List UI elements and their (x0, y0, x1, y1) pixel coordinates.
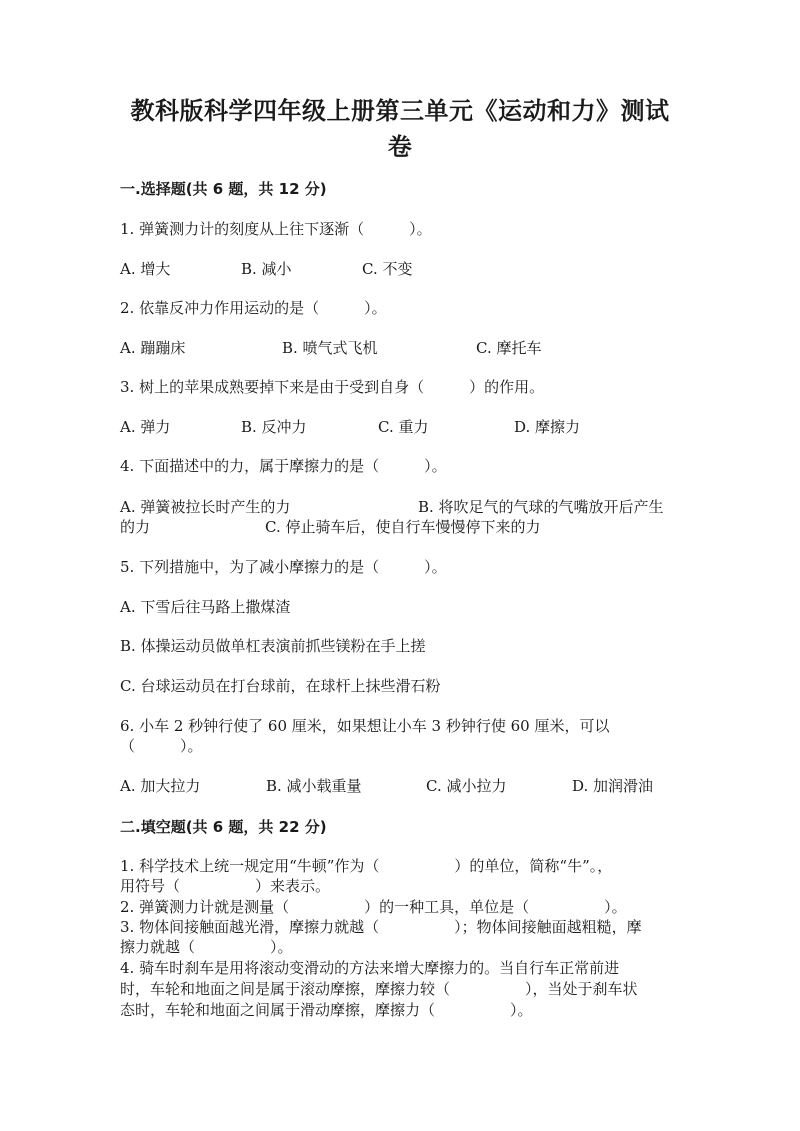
question-3-option-d: D. 摩擦力 (514, 418, 581, 436)
fill-question-4-line-1: 4. 骑车时刹车是用将滚动变滑动的方法来增大摩擦力的。当自行车正常前进 (120, 959, 620, 977)
question-1-option-b: B. 减小 (241, 260, 292, 278)
question-5-option-c: C. 台球运动员在打台球前，在球杆上抹些滑石粉 (120, 677, 441, 695)
question-3-option-a: A. 弹力 (120, 418, 171, 436)
question-5-option-b: B. 体操运动员做单杠表演前抓些镁粉在手上搓 (120, 637, 426, 655)
question-1-option-c: C. 不变 (362, 260, 413, 278)
fill-question-1-line-1: 1. 科学技术上统一规定用“牛顿”作为（ ）的单位，简称“牛”。， (120, 857, 613, 875)
question-6-stem-line-1: 6. 小车 2 秒钟行使了 60 厘米，如果想让小车 3 秒钟行使 60 厘米，可以 (120, 717, 610, 735)
page-title (110, 93, 690, 165)
question-2-option-b: B. 喷气式飞机 (282, 339, 378, 357)
question-4-option-b-continued: 的力 (120, 518, 151, 536)
fill-question-3-line-2: 擦力就越（ ）。 (120, 938, 293, 956)
question-4-stem: 4. 下面描述中的力，属于摩擦力的是（ ）。 (120, 457, 447, 475)
question-6-option-c: C. 减小拉力 (426, 777, 507, 795)
section-heading-fill: 二.填空题(共 6 题，共 22 分) (120, 818, 327, 836)
fill-question-4-line-2: 时，车轮和地面之间是属于滚动摩擦，摩擦力较（ ），当处于刹车状 (120, 980, 638, 998)
question-6-stem-line-2: （ ）。 (120, 737, 203, 755)
question-2-option-a: A. 蹦蹦床 (120, 339, 186, 357)
question-4-option-b: B. 将吹足气的气球的气嘴放开后产生 (418, 498, 664, 516)
section-heading-choice: 一.选择题(共 6 题，共 12 分) (120, 180, 327, 198)
fill-question-4-line-3: 态时，车轮和地面之间属于滑动摩擦，摩擦力（ ）。 (120, 1001, 533, 1019)
fill-question-2-line-1: 2. 弹簧测力计就是测量（ ）的一种工具，单位是（ ）。 (120, 898, 627, 916)
question-3-option-b: B. 反冲力 (241, 418, 307, 436)
question-2-stem: 2. 依靠反冲力作用运动的是（ ）。 (120, 299, 387, 317)
question-6-option-d: D. 加润滑油 (572, 777, 654, 795)
question-5-stem: 5. 下列措施中，为了减小摩擦力的是（ ）。 (120, 558, 447, 576)
question-2-option-c: C. 摩托车 (476, 339, 542, 357)
question-1-option-a: A. 增大 (120, 260, 171, 278)
question-3-stem: 3. 树上的苹果成熟要掉下来是由于受到自身（ ）的作用。 (120, 378, 545, 396)
title-line-1: 教科版科学四年级上册第三单元《运动和力》测试 (130, 97, 670, 125)
question-4-option-c: C. 停止骑车后，使自行车慢慢停下来的力 (265, 518, 541, 536)
fill-question-3-line-1: 3. 物体间接触面越光滑，摩擦力就越（ ）；物体间接触面越粗糙，摩 (120, 918, 642, 936)
question-3-option-c: C. 重力 (378, 418, 429, 436)
question-1-stem: 1. 弹簧测力计的刻度从上往下逐渐（ ）。 (120, 220, 432, 238)
question-6-option-b: B. 减小载重量 (266, 777, 362, 795)
question-4-option-a: A. 弹簧被拉长时产生的力 (120, 498, 291, 516)
question-6-option-a: A. 加大拉力 (120, 777, 201, 795)
question-5-option-a: A. 下雪后往马路上撒煤渣 (120, 598, 291, 616)
title-line-2: 卷 (387, 133, 413, 161)
fill-question-1-line-2: 用符号（ ）来表示。 (120, 877, 331, 895)
